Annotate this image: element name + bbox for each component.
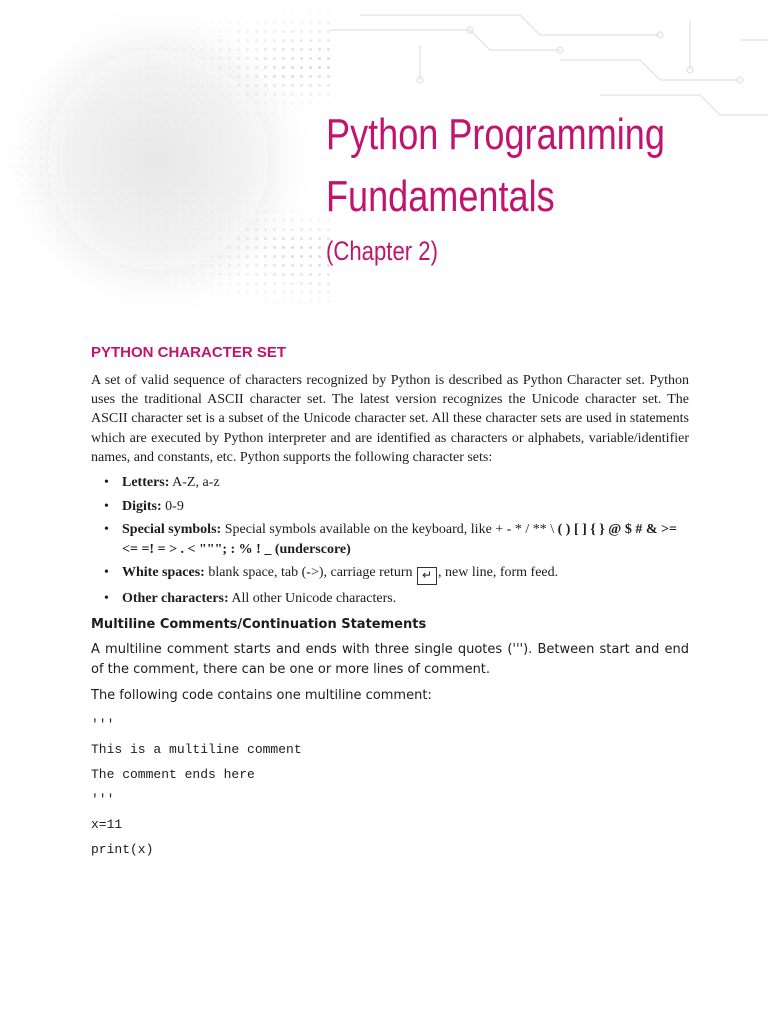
code-line: print(x) — [91, 841, 154, 857]
list-item-other-characters — [122, 589, 689, 609]
code-line: ''' — [91, 791, 115, 807]
list-item-label: Special symbols: — [122, 522, 222, 538]
page-body — [91, 344, 689, 862]
code-line: x=11 — [91, 816, 123, 832]
section-heading: PYTHON CHARACTER SET — [91, 344, 287, 361]
code-line: ''' — [91, 716, 115, 732]
enter-key-icon: ↵ — [417, 567, 437, 585]
intro-paragraph: A set of valid sequence of characters recognized by Python is described as Python Character set. Python uses the traditional ASCII character set. The latest version recognizes the Unicode character set. The ASCII character set is a subset of the Unicode character set. All these character sets are used in statements which are executed by Python interpreter and are identified as characters or alphabets, variable/identifier names, and constants, etc. Python supports the following character sets: — [91, 373, 689, 465]
code-block — [91, 712, 689, 862]
list-item-label: Letters: — [122, 475, 170, 491]
character-set-list — [91, 473, 689, 609]
circuit-lines — [330, 15, 768, 115]
list-item-special-symbols — [122, 520, 689, 559]
list-item-label: White spaces: — [122, 565, 205, 581]
multiline-paragraph-1: A multiline comment starts and ends with three single quotes ('''). Between start and end of the comment, there can be one or more lines of comment. — [91, 641, 689, 677]
multiline-subheading: Multiline Comments/Continuation Statements — [91, 616, 427, 632]
list-item-text: All other Unicode characters. — [231, 591, 397, 607]
chapter-title — [326, 104, 665, 228]
list-item-white-spaces — [122, 563, 689, 585]
list-item-label: Other characters: — [122, 591, 229, 607]
list-item-text: A-Z, a-z — [172, 475, 220, 491]
code-line: This is a multiline comment — [91, 741, 302, 757]
list-item-label: Digits: — [122, 498, 162, 514]
chapter-title-line-1: Python Programming — [326, 110, 665, 159]
code-line: The comment ends here — [91, 766, 255, 782]
special-symbols-list: ( ) [ ] { } @ $ # & >= <= =! = > . < """; : % ! _ (underscore) — [122, 522, 677, 557]
multiline-paragraph-2: The following code contains one multiline comment: — [91, 687, 432, 703]
list-item-digits — [122, 497, 689, 517]
list-item-letters — [122, 473, 689, 493]
list-item-text-after: , new line, form feed. — [438, 565, 559, 581]
list-item-text: blank space, tab (->), carriage return — [208, 565, 413, 581]
chapter-title-line-2: Fundamentals — [326, 172, 555, 221]
list-item-text: 0-9 — [165, 498, 184, 514]
chapter-subtitle: (Chapter 2) — [326, 236, 438, 266]
list-item-text: Special symbols available on the keyboard, like + - * / ** \ — [224, 522, 558, 538]
